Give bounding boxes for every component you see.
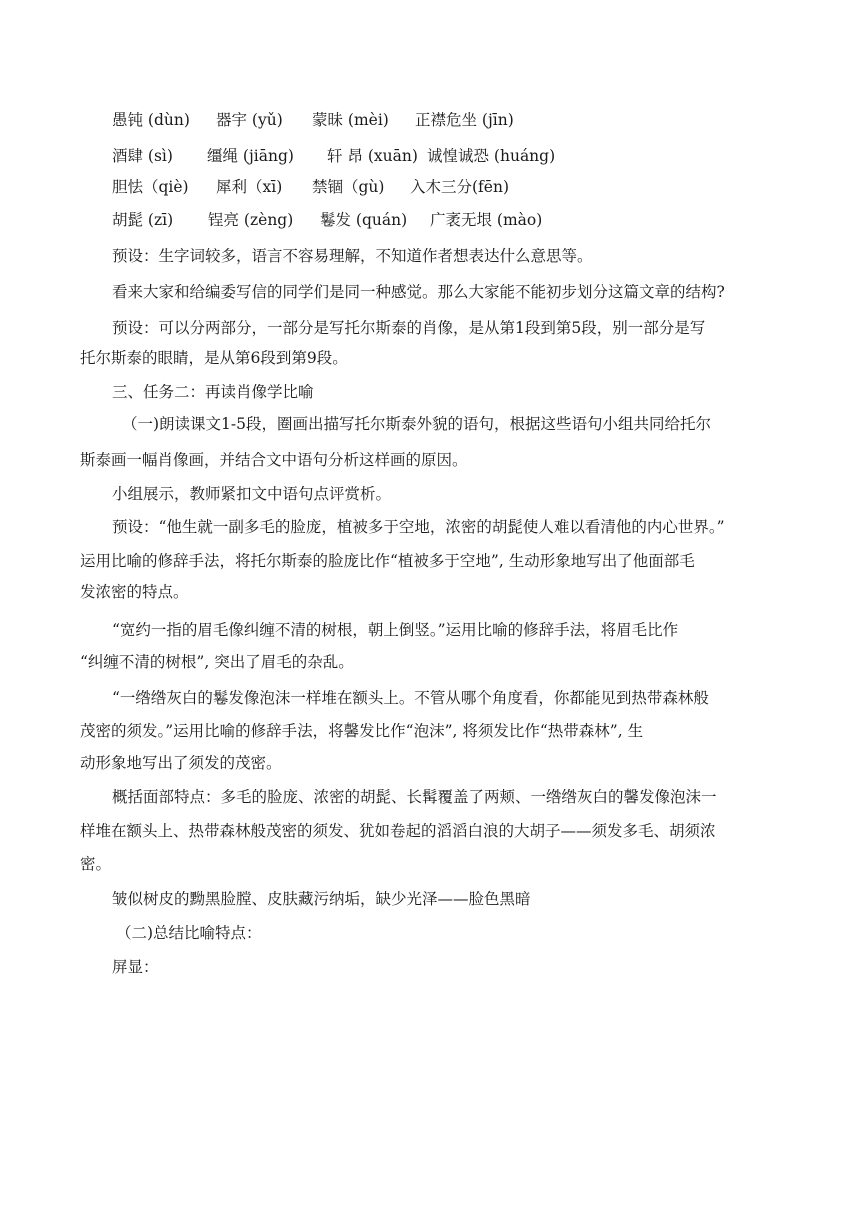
paragraph-preset-1: 预设：生字词较多，语言不容易理解，不知道作者想表达什么意思等。 — [112, 247, 593, 265]
paragraph-preset-2-line2: 托尔斯泰的眼睛，是从第6段到第9段。 — [80, 349, 348, 367]
paragraph-summary-line2: 样堆在额头上、热带森林般茂密的须发、犹如卷起的滔滔白浪的大胡子——须发多毛、胡须浓 — [80, 822, 716, 840]
vocab-item: 锃亮 (zèng) — [208, 211, 294, 229]
vocab-row-3 — [112, 177, 509, 197]
vocab-item: 禁锢（gù) — [312, 178, 385, 196]
vocab-row-1 — [112, 110, 514, 130]
vocab-item: 酒肆 (sì) — [112, 147, 173, 165]
vocab-item: 缰绳 (jiāng) — [207, 147, 294, 165]
vocab-item: 蒙昧 (mèi) — [312, 111, 389, 129]
paragraph-preset-3-line1: 预设：“他生就一副多毛的脸庞，植被多于空地，浓密的胡髭使人难以看清他的内心世界。” — [112, 518, 725, 536]
vocab-item: 广袤无垠 (mào) — [430, 211, 543, 229]
vocab-item: 胆怯（qiè) — [112, 178, 189, 196]
paragraph-hair-line2: 茂密的须发。”运用比喻的修辞手法，将馨发比作“泡沫”, 将须发比作“热带森林”, 生 — [80, 722, 644, 740]
vocab-item: 愚钝 (dùn) — [112, 111, 190, 129]
vocab-item: 入木三分(fēn) — [410, 178, 509, 196]
paragraph-summary-line3: 密。 — [80, 855, 112, 873]
paragraph-structure-question: 看来大家和给编委写信的同学们是同一种感觉。那么大家能不能初步划分这篇文章的结构? — [112, 283, 725, 301]
vocab-item: 器宇 (yǔ) — [216, 111, 283, 129]
paragraph-preset-3-line3: 发浓密的特点。 — [80, 583, 189, 601]
screen-display-label: 屏显： — [112, 958, 159, 976]
paragraph-task-a-line2: 斯泰画一幅肖像画，并结合文中语句分析这样画的原因。 — [80, 451, 468, 469]
vocab-item: 胡髭 (zī) — [112, 211, 174, 229]
paragraph-preset-3-line2: 运用比喻的修辞手法，将托尔斯泰的脸庞比作“植被多于空地”, 生动形象地写出了他面部毛 — [80, 552, 695, 570]
section-heading-task2: 三、任务二：再读肖像学比喻 — [112, 383, 314, 401]
paragraph-eyebrow-line1: “宽约一指的眉毛像纠缠不清的树根，朝上倒竖。”运用比喻的修辞手法，将眉毛比作 — [112, 621, 679, 639]
vocab-item: 正襟危坐 (jīn) — [415, 111, 514, 129]
vocab-row-4 — [112, 210, 542, 230]
paragraph-hair-line3: 动形象地写出了须发的茂密。 — [80, 754, 282, 772]
paragraph-hair-line1: “一绺绺灰白的鬈发像泡沫一样堆在额头上。不管从哪个角度看，你都能见到热带森林般 — [112, 689, 709, 707]
paragraph-preset-2-line1: 预设：可以分两部分，一部分是写托尔斯泰的肖像，是从第1段到第5段，别一部分是写 — [112, 319, 706, 337]
paragraph-task-a-line1: （一)朗读课文1-5段，圈画出描写托尔斯泰外貌的语句，根据这些语句小组共同给托尔 — [122, 415, 712, 433]
paragraph-group-show: 小组展示，教师紧扣文中语句点评赏析。 — [112, 485, 392, 503]
vocab-item: 犀利（xī) — [216, 178, 283, 196]
vocab-item: 轩 昂 (xuān) — [327, 147, 418, 165]
paragraph-summary-line1: 概括面部特点：多毛的脸庞、浓密的胡髭、长髯覆盖了两颊、一绺绺灰白的馨发像泡沫一 — [112, 788, 717, 806]
vocab-item: 诚惶诚恐 (huáng) — [427, 147, 556, 165]
paragraph-complexion: 皱似树皮的黝黑脸膛、皮肤藏污纳垢，缺少光泽——脸色黑暗 — [112, 890, 531, 908]
paragraph-eyebrow-line2: “纠缠不清的树根”, 突出了眉毛的杂乱。 — [80, 653, 354, 671]
vocab-row-2 — [112, 146, 555, 166]
vocab-item: 鬈发 (quán) — [320, 211, 408, 229]
section-heading-metaphor-summary: （二)总结比喻特点： — [116, 924, 262, 942]
